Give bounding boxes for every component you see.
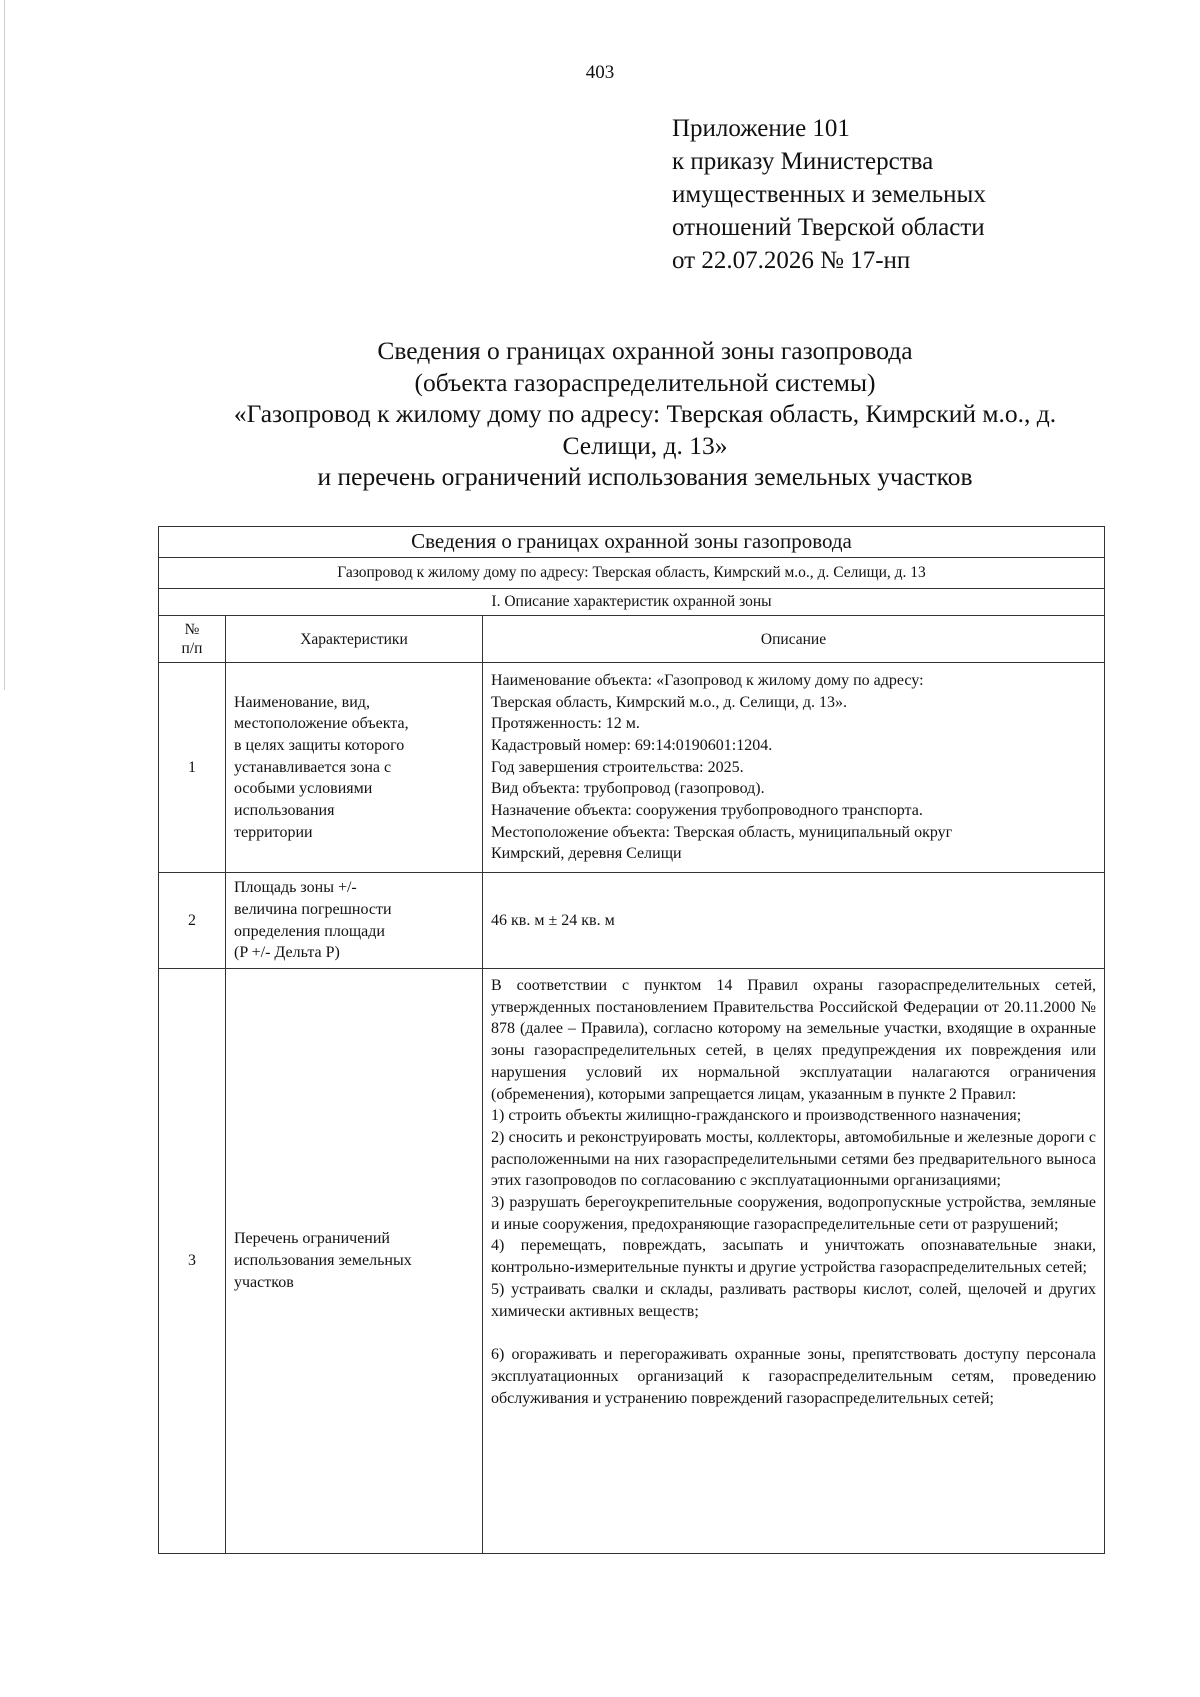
- row-label-line: участков: [234, 1273, 294, 1291]
- table-row: [159, 663, 1105, 873]
- description-line: Кимрский, деревня Селищи: [491, 845, 682, 863]
- row-label-line: особыми условиями: [234, 780, 373, 798]
- description-line: Вид объекта: трубопровод (газопровод).: [491, 780, 765, 798]
- column-header-description: Описание: [483, 616, 1105, 663]
- row-label-line: величина погрешности: [234, 900, 392, 918]
- column-header-num: [159, 616, 226, 663]
- row-number: 2: [159, 873, 226, 969]
- row-label-line: территории: [234, 823, 313, 841]
- appendix-line: отношений Тверской области: [672, 214, 985, 241]
- row-label-line: использования земельных: [234, 1252, 412, 1270]
- column-header-characteristics: Характеристики: [226, 616, 483, 663]
- row-description: [483, 969, 1105, 1554]
- row-number: 3: [159, 969, 226, 1554]
- restriction-item: 5) устраивать свалки и склады, разливать растворы кислот, солей, щелочей и других химически активных веществ;: [491, 1280, 1097, 1320]
- title-line: Сведения о границах охранной зоны газопровода: [377, 336, 913, 365]
- appendix-line: от 22.07.2026 № 17-нп: [672, 247, 911, 274]
- row-label-line: Наименование, вид,: [234, 693, 370, 711]
- restrictions-text: [491, 975, 1096, 1553]
- row-label-line: (P +/- Дельта P): [234, 944, 340, 962]
- restriction-item: 2) сносить и реконструировать мосты, коллекторы, автомобильные и железные дороги с расположенными на них газораспределительными сетями без предварительного выноса этих газопроводов по согласованию с эксплуатационными организациями;: [491, 1128, 1097, 1190]
- description-line: 46 кв. м ± 24 кв. м: [491, 911, 615, 929]
- description-line: Тверская область, Кимрский м.о., д. Селищи, д. 13».: [491, 693, 848, 711]
- row-label-line: устанавливается зона с: [234, 758, 392, 776]
- restriction-paragraph: В соответствии с пунктом 14 Правил охраны газораспределительных сетей, утвержденных постановлением Правительства Российской Федерации от 20.11.2000 № 878 (далее – Правила), согласно которому на земельные участки, входящие в охранные зоны газораспределительных сетей, в целях предупреждения их повреждения или нарушения условий их нормальной эксплуатации налагаются ограничения (обременения), которыми запрещается лицам, указанным в пункте 2 Правил:: [491, 977, 1097, 1103]
- table-row: [159, 873, 1105, 969]
- row-label-line: Перечень ограничений: [234, 1230, 390, 1248]
- paragraph-gap: [491, 1322, 1096, 1344]
- description-line: Протяженность: 12 м.: [491, 715, 640, 733]
- appendix-line: имущественных и земельных: [672, 181, 986, 208]
- row-label: [226, 873, 483, 969]
- row-label-line: Площадь зоны +/-: [234, 879, 357, 897]
- scan-edge-line: [4, 0, 5, 690]
- title-line: Селищи, д. 13»: [562, 430, 728, 460]
- description-line: Местоположение объекта: Тверская область, муниципальный округ: [491, 823, 953, 841]
- description-line: Кадастровый номер: 69:14:0190601:1204.: [491, 736, 773, 754]
- title-line: «Газопровод к жилому дому по адресу: Тверская область, Кимрский м.о., д.: [233, 399, 1057, 428]
- restriction-item: 1) строить объекты жилищно-гражданского и производственного назначения;: [491, 1107, 1022, 1125]
- restriction-item: 6) огораживать и перегораживать охранные зоны, препятствовать доступу персонала эксплуатационных организаций к газораспределительным сетям, проведению обслуживания и устранению повреждений газораспределительных сетей;: [491, 1346, 1097, 1407]
- row-description: [483, 663, 1105, 873]
- description-line: Год завершения строительства: 2025.: [491, 758, 744, 776]
- row-description: [483, 873, 1105, 969]
- column-header-num-line: п/п: [181, 640, 203, 657]
- table-section-header: I. Описание характеристик охранной зоны: [159, 589, 1105, 616]
- row-label-line: определения площади: [234, 922, 385, 940]
- title-line: и перечень ограничений использования земельных участков: [317, 462, 973, 491]
- table-object-header: Газопровод к жилому дому по адресу: Тверская область, Кимрский м.о., д. Селищи, д. 13: [159, 558, 1105, 589]
- row-label-line: местоположение объекта,: [234, 715, 409, 733]
- restriction-item: 4) перемещать, повреждать, засыпать и уничтожать опознавательные знаки, контрольно-измерительные пункты и другие устройства газораспределительных сетей;: [491, 1237, 1097, 1277]
- row-label-line: в целях защиты которого: [234, 736, 405, 754]
- appendix-line: к приказу Министерства: [672, 148, 934, 175]
- restriction-item: 3) разрушать берегоукрепительные сооружения, водопропускные устройства, земляные и иные сооружения, предохраняющие газораспределительные сети от разрушений;: [491, 1194, 1097, 1233]
- protection-zone-table: [158, 526, 1105, 1554]
- appendix-header: [672, 112, 986, 277]
- description-line: Наименование объекта: «Газопровод к жилому дому по адресу:: [491, 671, 924, 689]
- row-label: [226, 969, 483, 1554]
- table-row: [159, 969, 1105, 1554]
- table-main-header: Сведения о границах охранной зоны газопровода: [159, 527, 1105, 558]
- document-title: [160, 335, 1130, 493]
- row-number: 1: [159, 663, 226, 873]
- row-label-line: использования: [234, 802, 335, 820]
- description-line: Назначение объекта: сооружения трубопроводного транспорта.: [491, 802, 923, 820]
- page-number: 403: [585, 62, 615, 83]
- title-line: (объекта газораспределительной системы): [414, 367, 876, 397]
- row-label: [226, 663, 483, 873]
- column-header-num-line: №: [184, 621, 200, 638]
- appendix-line: Приложение 101: [672, 115, 850, 142]
